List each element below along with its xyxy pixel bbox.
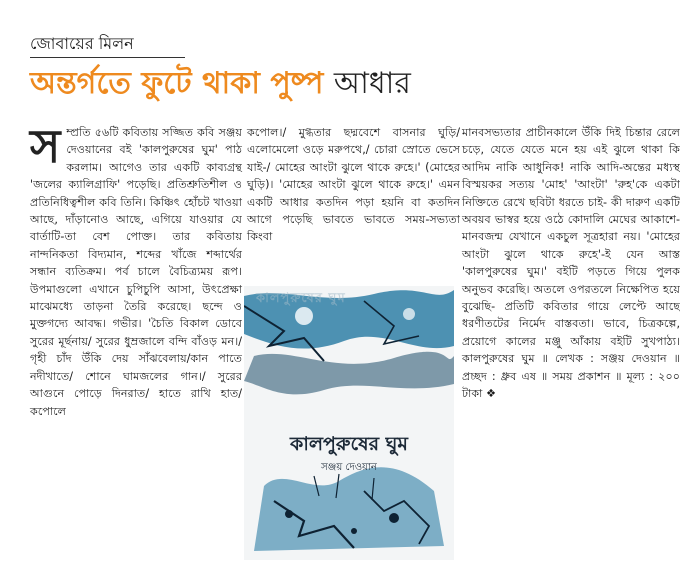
cover-title: কালপুরুষের ঘুম bbox=[290, 433, 408, 455]
column-3-text: মানবসভ্যতার প্রাচীনকালে উঁকি দিই চিন্তার রেলে চড়ে, যেতে যেতে মনে হয় এই ঝুলে থাকা কি আদিম নাকি আধুনিক! নাকি আদি-অন্তের মধ্যস্থ বিস্ময়কর সত্যয় 'মোহ' 'আংটা' 'রুহ'কে একটা নিক্তিতে রেখে ছবিটা ধরতে চাই- কী দারুণ একটি অবয়ব ভাস্বর হয়ে ওঠে কোদালি মেঘের আকাশে- মানবজন্ম যেখানে একচুল সূত্রহারা নয়। 'মোহের আংটা ঝুলে থাকে রুহে'-ই যেন আস্ত 'কালপুরুষের ঘুম।' বইটি পড়তে গিয়ে পুলক অনুভব করেছি। অতলে ওপরতলে নিক্ষেপিত হয়ে বুঝেছি- প্রতিটি কবিতার গায়ে লেপ্টে আছে ধরণীতটের নির্মেদ বাস্তবতা। ভাবে, চিত্রকল্পে, প্রয়োগে কালের মঞ্জু আঁকায় বইটি সুখপাঠ্য। কালপুরুষের ঘুম ॥ লেখক : সঞ্জয় দেওয়ান ॥ প্রচ্ছদ : ধ্রুব এষ ॥ সময় প্রকাশন ॥ মূল্য : ২০০ টাকা ❖ bbox=[462, 126, 680, 401]
cover-artwork bbox=[244, 286, 454, 560]
kicker-rule bbox=[30, 57, 185, 58]
headline-black: আধার bbox=[333, 66, 411, 101]
column-3 bbox=[462, 124, 680, 403]
cover-watermark: কালপুরুষের ঘুম bbox=[256, 291, 346, 306]
column-1 bbox=[30, 119, 242, 420]
cover-author: সঞ্জয় দেওয়ান bbox=[321, 462, 377, 473]
headline bbox=[30, 62, 411, 106]
column-2-text: কপোল।/ মুগ্ধতার ছদ্মবেশে বাসনার ঘুড়ি/এলোমেলো ওড়ে মরুপথে,/ চোরা স্রোতে ভেসে যাই-/ মোহের আংটা ঝুলে থাকে রুহে।' (মোহের ঘুড়ি)। 'মোহের আংটা ঝুলে থাকে রুহে।' এমন একটি আধার কতদিন পড়া হয়নি বা কতদিন আগে পড়েছি ভাবতে ভাবতে সময়-সভ্যতা কিংবা bbox=[247, 126, 460, 244]
column-2 bbox=[247, 124, 460, 246]
author-kicker: জোবায়ের মিলন bbox=[30, 34, 134, 53]
column-1-text: ম্প্রতি ৫৬টি কবিতায় সজ্জিত কবি সঞ্জয় দেওয়ানের বই 'কালপুরুষের ঘুম' পাঠ করলাম। আগেও তার একটি কাব্যগ্রন্থ 'জলের ক্যালিগ্রাফি' পড়েছি। প্রতিশ্রুতিশীল ও প্রতিনিধিত্বশীল কবি তিনি। কিঞ্চিৎ হোঁচট খাওয়া আছে, দাঁড়ানোও আছে, এগিয়ে যাওয়ার যে বার্তাটি-তা বেশ পোক্ত। তার কবিতায় নান্দনিকতা বিদ্যমান, শব্দের খাঁজে শব্দার্থের সন্ধান ব্যতিক্রম। পর্ব চালে বৈচিত্র্যময় রূপ। উপমাগুলো এখানে চুপিচুপি আসা, উৎপ্রেক্ষা মাঝেমধ্যে তাড়না তৈরি করেছে। ছন্দে ও মুক্তগদ্যে আবদ্ধ। গভীর। 'চৈতি বিকাল ডোবে সুরের মূর্ছনায়/ সুরের ধুম্রজালে বন্দি বাঁওড় মন।/ গৃহী চাঁদ উঁকি দেয় সাঁঝবেলায়/কান পাতে নদীখাতে/ শোনে ঘামজলের গান।/ সুরের আগুনে পোড়ে দিনরাত/ হাতে রাখি হাত/ কপোলে bbox=[30, 126, 242, 418]
book-cover-image bbox=[244, 286, 454, 560]
headline-orange: অন্তর্গতে ফুটে থাকা পুষ্প bbox=[30, 66, 324, 101]
dropcap: স bbox=[30, 119, 61, 173]
